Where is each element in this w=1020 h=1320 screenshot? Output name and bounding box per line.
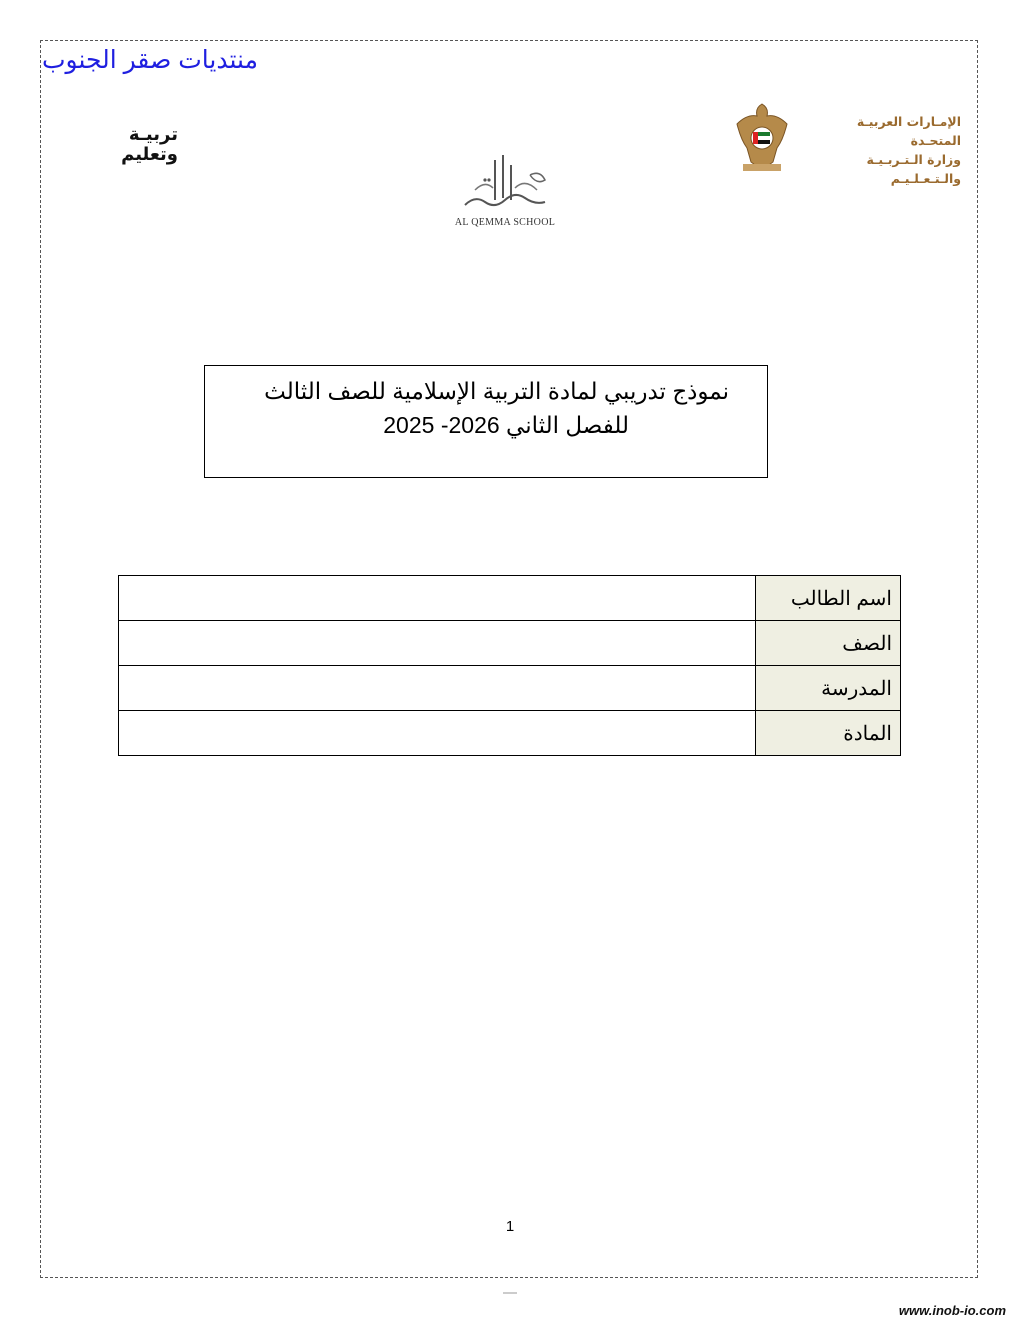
eagle-emblem-icon — [733, 100, 791, 175]
tarbiya-logo-line-2: وتعليم — [121, 144, 178, 165]
school-logo — [445, 150, 565, 228]
student-name-label: اسم الطالب — [756, 576, 901, 621]
forum-link[interactable]: منتديات صقر الجنوب — [42, 46, 258, 74]
website-watermark[interactable]: www.inob-io.com — [898, 1303, 1006, 1318]
school-name: AL QEMMA SCHOOL — [454, 217, 556, 228]
exam-title-line-1: نموذج تدريبي لمادة التربية الإسلامية للصف الثالث — [264, 378, 729, 404]
table-row — [119, 576, 901, 621]
school-label: المدرسة — [756, 666, 901, 711]
table-row — [119, 621, 901, 666]
exam-title-box — [204, 365, 768, 478]
exam-title-line-2: للفصل الثاني 2026- 2025 — [383, 412, 629, 438]
subject-label: المادة — [756, 711, 901, 756]
student-name-field[interactable] — [119, 576, 756, 621]
school-calligraphy-icon — [445, 150, 565, 216]
ministry-logo — [733, 100, 961, 186]
tarbiya-logo — [108, 125, 178, 170]
divider — [503, 1292, 517, 1294]
table-row — [119, 666, 901, 711]
student-info-table — [118, 575, 901, 756]
tarbiya-logo-line-1: تربيـة — [128, 124, 178, 145]
ministry-line-1: الإمـارات العربيـة المتحـدة — [856, 114, 961, 148]
school-field[interactable] — [119, 666, 756, 711]
page-number: 1 — [505, 1218, 515, 1235]
grade-label: الصف — [756, 621, 901, 666]
ministry-line-2: وزارة الـتـربـيـة والـتـعـلـيـم — [866, 152, 961, 186]
subject-field[interactable] — [119, 711, 756, 756]
table-row — [119, 711, 901, 756]
ministry-name — [811, 112, 961, 188]
grade-field[interactable] — [119, 621, 756, 666]
